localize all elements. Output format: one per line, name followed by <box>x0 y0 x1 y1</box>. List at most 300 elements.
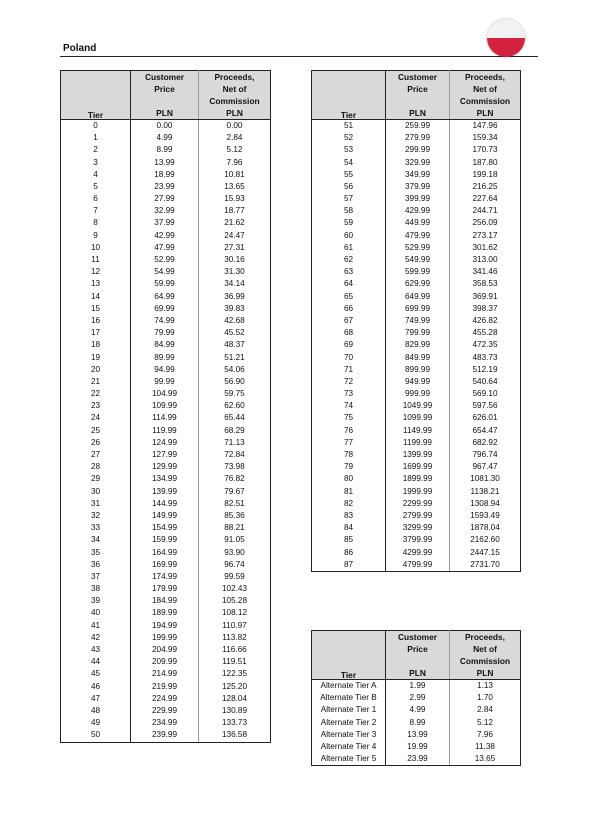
table-row <box>312 473 521 485</box>
table-row <box>61 120 271 133</box>
customer-price-cell: 189.99 <box>131 608 199 620</box>
tier-cell: 71 <box>312 364 386 376</box>
table-row <box>61 510 271 522</box>
customer-price-cell: 144.99 <box>131 498 199 510</box>
tier-cell: 61 <box>312 242 386 254</box>
table-row <box>312 315 521 327</box>
table-row <box>312 400 521 412</box>
proceeds-cell: 2.84 <box>477 705 493 715</box>
tier-cell: 36 <box>61 559 131 571</box>
tier-cell: 18 <box>61 339 131 351</box>
tier-cell: 11 <box>61 254 131 266</box>
customer-price-cell: 13.99 <box>131 157 199 169</box>
proceeds-cell: 1878.04 <box>470 523 500 533</box>
customer-price-cell: 13.99 <box>386 729 450 741</box>
customer-price-cell: 159.99 <box>131 534 199 546</box>
table-row <box>61 181 271 193</box>
proceeds-cell: 341.46 <box>472 267 498 277</box>
table-row <box>312 753 521 766</box>
table-row <box>312 157 521 169</box>
proceeds-cell: 42.68 <box>224 315 245 325</box>
tier-cell: 76 <box>312 425 386 437</box>
proceeds-cell: 313.00 <box>472 255 498 265</box>
tier-cell: 66 <box>312 303 386 315</box>
price-tier-table-left: Customer Proceeds, Price Net of Commission Tier PLN PLN 0 0.00 0.00 1 4.99 2.84 2 8.99 5.12 3 13.99 7.96 4 18.99 10.81 5 23.99 13.65 6 27.99 15.93 7 32.99 18.77 8 37.99 21.62 9 42.99 24.47 10 47.99 27.31 11 52.99 30.16 12 54.99 31.30 13 59.99 34.14 14 64.99 36.99 15 69.99 39.83 16 74.99 42.68 17 79.99 45.52 18 84.99 48.37 19 89.99 51.21 20 94.99 54.06 21 99.99 56.90 22 104.99 59.75 23 109.99 62.60 24 114.99 65.44 25 119.99 68.29 26 124.99 71.13 27 127.99 72.84 28 129.99 73.98 29 134.99 76.82 30 139.99 79.67 31 144.99 82.51 32 149.99 85.36 33 154.99 88.21 34 159.99 91.05 35 164.99 93.90 36 169.99 96.74 37 174.99 99.59 38 179.99 102.43 39 184.99 105.28 40 189.99 108.12 41 194.99 110.97 42 199.99 113.82 43 204.99 116.66 44 209.99 119.51 45 214.99 122.35 46 219.99 125.20 47 224.99 128.04 48 229.99 130.89 49 234.99 133.73 50 239.99 136.58 <box>60 70 271 743</box>
customer-price-cell: 94.99 <box>131 364 199 376</box>
proceeds-header: Proceeds, <box>199 71 271 84</box>
table-row <box>312 364 521 376</box>
tier-cell: 24 <box>61 413 131 425</box>
customer-price-cell: 194.99 <box>131 620 199 632</box>
tier-cell: 37 <box>61 571 131 583</box>
proceeds-cell: 65.44 <box>224 413 245 423</box>
proceeds-cell: 18.77 <box>224 206 245 216</box>
table-row <box>312 559 521 572</box>
table-row <box>312 339 521 351</box>
tier-cell: 10 <box>61 242 131 254</box>
proceeds-cell: 301.62 <box>472 242 498 252</box>
customer-price-cell: 204.99 <box>131 644 199 656</box>
table-row <box>312 352 521 364</box>
proceeds-cell: 358.53 <box>472 279 498 289</box>
tier-cell: 84 <box>312 522 386 534</box>
proceeds-cell: 273.17 <box>472 230 498 240</box>
proceeds-cell: 2.84 <box>226 133 243 143</box>
tier-cell: 79 <box>312 461 386 473</box>
customer-price-cell: 259.99 <box>386 120 450 133</box>
proceeds-cell: 540.64 <box>472 376 498 386</box>
customer-price-cell: 239.99 <box>131 729 199 742</box>
proceeds-cell: 5.12 <box>226 145 243 155</box>
customer-price-cell: 529.99 <box>386 242 450 254</box>
tier-cell: 30 <box>61 486 131 498</box>
tier-cell: 3 <box>61 157 131 169</box>
table-row <box>312 717 521 729</box>
proceeds-cell: 34.14 <box>224 279 245 289</box>
table-row <box>312 181 521 193</box>
proceeds-cell: 113.82 <box>222 632 247 642</box>
tier-cell: 80 <box>312 473 386 485</box>
table-row <box>61 693 271 705</box>
tier-cell: 49 <box>61 717 131 729</box>
tier-cell: 87 <box>312 559 386 572</box>
proceeds-cell: 1138.21 <box>470 486 500 496</box>
tier-cell: 7 <box>61 205 131 217</box>
table-row <box>61 522 271 534</box>
table-row <box>312 741 521 753</box>
proceeds-cell: 99.59 <box>224 571 245 581</box>
table-row <box>312 144 521 156</box>
table-row <box>61 729 271 742</box>
customer-price-cell: 1149.99 <box>386 425 450 437</box>
table-row <box>61 169 271 181</box>
customer-price-cell: 799.99 <box>386 327 450 339</box>
customer-price-header: Customer <box>386 71 450 84</box>
tier-cell: 39 <box>61 595 131 607</box>
customer-price-cell: 4.99 <box>131 132 199 144</box>
customer-price-cell: 1699.99 <box>386 461 450 473</box>
proceeds-cell: 7.96 <box>477 729 493 739</box>
table-row <box>61 218 271 230</box>
proceeds-cell: 369.91 <box>472 291 498 301</box>
proceeds-cell: 21.62 <box>224 218 245 228</box>
tier-cell: 59 <box>312 218 386 230</box>
tier-cell: 26 <box>61 437 131 449</box>
table-row <box>61 352 271 364</box>
table-row <box>312 534 521 546</box>
customer-price-cell: 104.99 <box>131 388 199 400</box>
proceeds-cell: 45.52 <box>224 328 245 338</box>
customer-price-header: Customer <box>131 71 199 84</box>
proceeds-cell: 24.47 <box>224 230 245 240</box>
tier-cell: 62 <box>312 254 386 266</box>
proceeds-cell: 11.38 <box>475 741 495 751</box>
customer-price-cell: 42.99 <box>131 230 199 242</box>
customer-price-cell: 2799.99 <box>386 510 450 522</box>
table-row <box>312 680 521 693</box>
table-row <box>312 486 521 498</box>
customer-price-cell: 2.99 <box>386 692 450 704</box>
tier-cell: 72 <box>312 376 386 388</box>
customer-price-cell: 4299.99 <box>386 547 450 559</box>
tier-cell: 33 <box>61 522 131 534</box>
table-row <box>312 413 521 425</box>
table-row <box>312 254 521 266</box>
table-row <box>312 291 521 303</box>
proceeds-cell: 133.73 <box>221 718 248 728</box>
customer-price-cell: 329.99 <box>386 157 450 169</box>
proceeds-cell: 116.66 <box>222 645 247 655</box>
table-row <box>312 327 521 339</box>
proceeds-cell: 85.36 <box>224 510 245 520</box>
customer-price-cell: 349.99 <box>386 169 450 181</box>
tier-cell: 15 <box>61 303 131 315</box>
customer-price-cell: 1999.99 <box>386 486 450 498</box>
customer-price-cell: 299.99 <box>386 144 450 156</box>
tier-cell: 29 <box>61 473 131 485</box>
tier-cell: 27 <box>61 449 131 461</box>
customer-price-cell: 1.99 <box>386 680 450 693</box>
proceeds-cell: 170.73 <box>472 145 498 155</box>
proceeds-cell: 68.29 <box>224 425 245 435</box>
customer-price-header: Customer <box>386 631 450 644</box>
tier-cell: 14 <box>61 291 131 303</box>
customer-price-cell: 379.99 <box>386 181 450 193</box>
customer-price-cell: 229.99 <box>131 705 199 717</box>
customer-price-cell: 999.99 <box>386 388 450 400</box>
tier-cell: 34 <box>61 534 131 546</box>
proceeds-cell: 1081.30 <box>470 474 500 484</box>
table-row <box>312 205 521 217</box>
proceeds-cell: 128.04 <box>221 693 248 703</box>
proceeds-cell: 654.47 <box>472 425 498 435</box>
proceeds-cell: 125.20 <box>221 681 248 691</box>
tier-cell: 32 <box>61 510 131 522</box>
customer-price-cell: 549.99 <box>386 254 450 266</box>
currency-label: PLN <box>131 107 199 120</box>
customer-price-cell: 2299.99 <box>386 498 450 510</box>
proceeds-cell: 15.93 <box>224 194 245 204</box>
table-row <box>312 242 521 254</box>
tier-cell: Alternate Tier 2 <box>312 717 386 729</box>
table-row <box>312 193 521 205</box>
currency-label: PLN <box>199 107 271 120</box>
customer-price-cell: 149.99 <box>131 510 199 522</box>
proceeds-cell: 244.71 <box>472 206 498 216</box>
customer-price-cell: 749.99 <box>386 315 450 327</box>
table-row <box>61 571 271 583</box>
tier-cell: 60 <box>312 230 386 242</box>
customer-price-cell: 8.99 <box>386 717 450 729</box>
customer-price-cell: 429.99 <box>386 205 450 217</box>
tier-cell: 2 <box>61 144 131 156</box>
table-row <box>61 717 271 729</box>
customer-price-cell: 234.99 <box>131 717 199 729</box>
table-row <box>312 461 521 473</box>
tier-cell: 63 <box>312 266 386 278</box>
tier-cell: 9 <box>61 230 131 242</box>
table-row <box>61 205 271 217</box>
tier-cell: 46 <box>61 681 131 693</box>
customer-price-cell: 129.99 <box>131 461 199 473</box>
proceeds-header: Proceeds, <box>450 631 521 644</box>
table-row <box>312 437 521 449</box>
tier-cell: 40 <box>61 608 131 620</box>
proceeds-cell: 398.37 <box>472 303 498 313</box>
proceeds-cell: 967.47 <box>472 462 498 472</box>
proceeds-cell: 13.65 <box>450 753 521 766</box>
tier-cell: 22 <box>61 388 131 400</box>
customer-price-cell: 3799.99 <box>386 534 450 546</box>
proceeds-cell: 82.51 <box>224 498 245 508</box>
customer-price-cell: 3299.99 <box>386 522 450 534</box>
table-row <box>61 644 271 656</box>
tier-cell: 31 <box>61 498 131 510</box>
customer-price-cell: 18.99 <box>131 169 199 181</box>
customer-price-cell: 169.99 <box>131 559 199 571</box>
table-row <box>61 327 271 339</box>
table-row <box>312 376 521 388</box>
tier-cell: 38 <box>61 583 131 595</box>
tier-cell: 47 <box>61 693 131 705</box>
table-row <box>312 120 521 133</box>
proceeds-cell: 79.67 <box>224 486 245 496</box>
tier-cell: 25 <box>61 425 131 437</box>
table-row <box>61 157 271 169</box>
tier-cell: 58 <box>312 205 386 217</box>
proceeds-cell: 62.60 <box>224 401 245 411</box>
proceeds-cell: 2162.60 <box>470 535 500 545</box>
customer-price-cell: 599.99 <box>386 266 450 278</box>
customer-price-cell: 59.99 <box>131 278 199 290</box>
proceeds-cell: 88.21 <box>224 523 245 533</box>
customer-price-cell: 829.99 <box>386 339 450 351</box>
tier-cell: 48 <box>61 705 131 717</box>
tier-cell: 5 <box>61 181 131 193</box>
tier-cell: 54 <box>312 157 386 169</box>
table-row <box>61 315 271 327</box>
table-row <box>312 522 521 534</box>
tier-cell: 6 <box>61 193 131 205</box>
tier-cell: 43 <box>61 644 131 656</box>
table-row <box>61 656 271 668</box>
customer-price-cell: 124.99 <box>131 437 199 449</box>
proceeds-cell: 122.35 <box>221 669 248 679</box>
customer-price-cell: 4799.99 <box>386 559 450 572</box>
proceeds-cell: 7.96 <box>226 157 243 167</box>
table-row <box>61 608 271 620</box>
tier-cell: 44 <box>61 656 131 668</box>
proceeds-cell: 512.19 <box>472 364 498 374</box>
tier-cell: 70 <box>312 352 386 364</box>
page-title: Poland <box>63 43 97 54</box>
customer-price-cell: 84.99 <box>131 339 199 351</box>
customer-price-cell: 89.99 <box>131 352 199 364</box>
proceeds-cell: 796.74 <box>472 450 498 460</box>
proceeds-cell: 31.30 <box>224 267 245 277</box>
customer-price-cell: 224.99 <box>131 693 199 705</box>
customer-price-cell: 174.99 <box>131 571 199 583</box>
proceeds-cell: 10.81 <box>224 169 245 179</box>
table-row <box>61 242 271 254</box>
table-row <box>312 704 521 716</box>
customer-price-cell: 27.99 <box>131 193 199 205</box>
tier-header: Tier <box>312 667 386 680</box>
proceeds-cell: 2731.70 <box>450 559 521 572</box>
proceeds-cell: 110.97 <box>222 620 247 630</box>
proceeds-cell: 2447.15 <box>470 547 500 557</box>
proceeds-cell: 626.01 <box>472 413 498 423</box>
tier-cell: 68 <box>312 327 386 339</box>
tier-cell: 17 <box>61 327 131 339</box>
proceeds-cell: 72.84 <box>224 450 245 460</box>
table-row <box>61 425 271 437</box>
table-row <box>61 376 271 388</box>
tier-cell: 4 <box>61 169 131 181</box>
proceeds-cell: 105.28 <box>221 596 248 606</box>
customer-price-cell: 219.99 <box>131 681 199 693</box>
currency-label: PLN <box>450 667 521 680</box>
customer-price-cell: 23.99 <box>386 753 450 766</box>
table-row <box>312 449 521 461</box>
proceeds-cell: 472.35 <box>472 340 498 350</box>
proceeds-cell: 483.73 <box>472 352 498 362</box>
tier-cell: Alternate Tier 3 <box>312 729 386 741</box>
customer-price-cell: 127.99 <box>131 449 199 461</box>
proceeds-cell: 5.12 <box>477 717 493 727</box>
proceeds-cell: 56.90 <box>224 376 245 386</box>
proceeds-cell: 136.58 <box>199 729 271 742</box>
table-row <box>61 291 271 303</box>
proceeds-cell: 455.28 <box>472 328 498 338</box>
currency-label: PLN <box>386 667 450 680</box>
customer-price-cell: 109.99 <box>131 400 199 412</box>
proceeds-cell: 54.06 <box>224 364 245 374</box>
proceeds-cell: 0.00 <box>226 120 243 130</box>
poland-flag-icon <box>487 19 525 57</box>
tier-cell: 82 <box>312 498 386 510</box>
customer-price-cell: 1049.99 <box>386 400 450 412</box>
tier-cell: 52 <box>312 132 386 144</box>
tier-cell: 55 <box>312 169 386 181</box>
table-row <box>312 230 521 242</box>
customer-price-cell: 199.99 <box>131 632 199 644</box>
tier-header: Tier <box>61 107 131 120</box>
proceeds-cell: 73.98 <box>224 462 245 472</box>
table-row <box>312 278 521 290</box>
tier-cell: 51 <box>312 120 386 133</box>
customer-price-cell: 1099.99 <box>386 413 450 425</box>
proceeds-cell: 597.56 <box>472 401 498 411</box>
customer-price-cell: 74.99 <box>131 315 199 327</box>
tier-cell: 1 <box>61 132 131 144</box>
proceeds-header: Proceeds, <box>450 71 521 84</box>
table-row <box>61 534 271 546</box>
proceeds-cell: 199.18 <box>472 169 498 179</box>
table-row <box>61 230 271 242</box>
tier-cell: 64 <box>312 278 386 290</box>
table-row <box>61 266 271 278</box>
table-row <box>61 193 271 205</box>
proceeds-cell: 76.82 <box>224 474 245 484</box>
tier-cell: 0 <box>61 120 131 133</box>
tier-cell: 67 <box>312 315 386 327</box>
tier-cell: 65 <box>312 291 386 303</box>
tier-cell: 8 <box>61 218 131 230</box>
proceeds-cell: 59.75 <box>224 389 245 399</box>
proceeds-cell: 227.64 <box>472 194 498 204</box>
table-row <box>312 266 521 278</box>
proceeds-cell: 27.31 <box>224 242 245 252</box>
table-row <box>61 620 271 632</box>
tier-cell: 42 <box>61 632 131 644</box>
customer-price-cell: 1399.99 <box>386 449 450 461</box>
table-row <box>312 547 521 559</box>
proceeds-cell: 159.34 <box>472 133 498 143</box>
proceeds-cell: 39.83 <box>224 303 245 313</box>
tier-cell: 75 <box>312 413 386 425</box>
customer-price-cell: 114.99 <box>131 413 199 425</box>
tier-cell: 56 <box>312 181 386 193</box>
proceeds-cell: 71.13 <box>224 437 245 447</box>
proceeds-cell: 108.12 <box>221 608 248 618</box>
price-tier-table-right: Customer Proceeds, Price Net of Commission Tier PLN PLN 51 259.99 147.96 52 279.99 159.34 53 299.99 170.73 54 329.99 187.80 55 349.99 199.18 56 379.99 216.25 57 399.99 227.64 58 429.99 244.71 59 449.99 256.09 60 479.99 273.17 61 529.99 301.62 62 549.99 313.00 63 599.99 341.46 64 629.99 358.53 65 649.99 369.91 66 699.99 398.37 67 749.99 426.82 68 799.99 455.28 69 829.99 472.35 70 849.99 483.73 71 899.99 512.19 72 949.99 540.64 73 999.99 569.10 74 1049.99 597.56 75 1099.99 626.01 76 1149.99 654.47 77 1199.99 682.92 78 1399.99 796.74 79 1699.99 967.47 80 1899.99 1081.30 81 1999.99 1138.21 82 2299.99 1308.94 83 2799.99 1593.49 84 3299.99 1878.04 85 3799.99 2162.60 86 4299.99 2447.15 87 4799.99 2731.70 <box>311 70 521 572</box>
table-row <box>61 595 271 607</box>
customer-price-cell: 399.99 <box>386 193 450 205</box>
customer-price-cell: 8.99 <box>131 144 199 156</box>
customer-price-cell: 899.99 <box>386 364 450 376</box>
customer-price-cell: 164.99 <box>131 547 199 559</box>
customer-price-cell: 64.99 <box>131 291 199 303</box>
proceeds-cell: 130.89 <box>221 705 248 715</box>
currency-label: PLN <box>450 107 521 120</box>
tier-cell: Alternate Tier 5 <box>312 753 386 766</box>
table-row <box>312 132 521 144</box>
table-row <box>61 449 271 461</box>
table-row <box>61 400 271 412</box>
proceeds-cell: 36.99 <box>224 291 245 301</box>
proceeds-cell: 93.90 <box>224 547 245 557</box>
proceeds-cell: 682.92 <box>472 437 498 447</box>
table-row <box>61 583 271 595</box>
table-row <box>61 144 271 156</box>
proceeds-cell: 1.13 <box>477 680 493 690</box>
tier-cell: 78 <box>312 449 386 461</box>
table-row <box>61 461 271 473</box>
proceeds-cell: 256.09 <box>472 218 498 228</box>
tier-cell: 45 <box>61 668 131 680</box>
table-row <box>61 632 271 644</box>
